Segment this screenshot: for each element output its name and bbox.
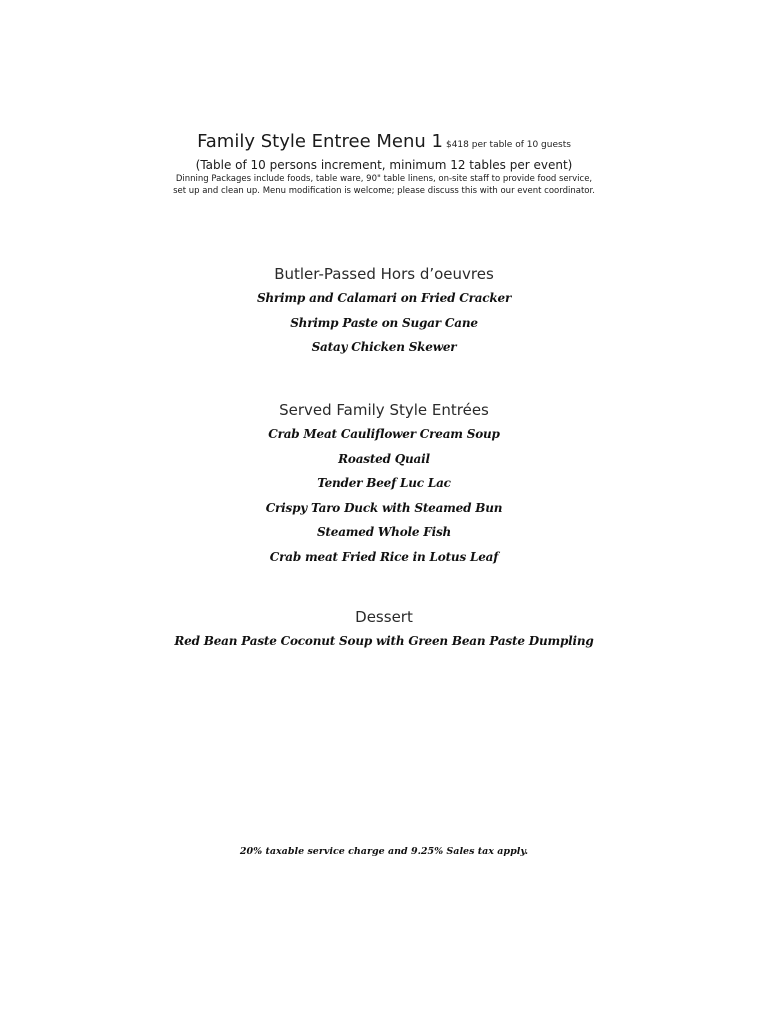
menu-item: Roasted Quail: [338, 451, 430, 466]
menu-item: Red Bean Paste Coconut Soup with Green Bean Paste Dumpling: [174, 634, 594, 648]
package-description-line-2: set up and clean up. Menu modification is welcome; please discuss this with our event coordinator.: [173, 186, 595, 196]
service-charge-note: 20% taxable service charge and 9.25% Sales tax apply.: [239, 846, 529, 857]
section-hors-doeuvres: [0, 264, 768, 360]
section-heading: Served Family Style Entrées: [279, 401, 489, 419]
section-heading: Butler-Passed Hors d’oeuvres: [274, 265, 494, 283]
page-title: Family Style Entree Menu 1: [197, 131, 443, 152]
title-line: [0, 131, 768, 156]
menu-item: Shrimp Paste on Sugar Cane: [290, 315, 478, 330]
menu-item: Crab Meat Cauliflower Cream Soup: [268, 427, 500, 441]
price-note: $418 per table of 10 guests: [445, 140, 571, 150]
menu-item: Shrimp and Calamari on Fried Cracker: [256, 291, 512, 305]
package-description-line-1: Dinning Packages include foods, table ware, 90" table linens, on-site staff to provide food service,: [175, 174, 593, 184]
menu-item: Crab meat Fried Rice in Lotus Leaf: [269, 549, 499, 564]
menu-item: Crispy Taro Duck with Steamed Bun: [265, 500, 503, 515]
menu-header: [0, 131, 768, 197]
table-increment-note: (Table of 10 persons increment, minimum 12 tables per event): [195, 158, 573, 172]
section-dessert: [0, 607, 768, 654]
menu-item: Steamed Whole Fish: [316, 525, 452, 539]
menu-item: Satay Chicken Skewer: [311, 340, 457, 354]
menu-item: Tender Beef Luc Lac: [317, 476, 451, 490]
section-heading: Dessert: [355, 608, 413, 626]
section-entrees: [0, 400, 768, 569]
